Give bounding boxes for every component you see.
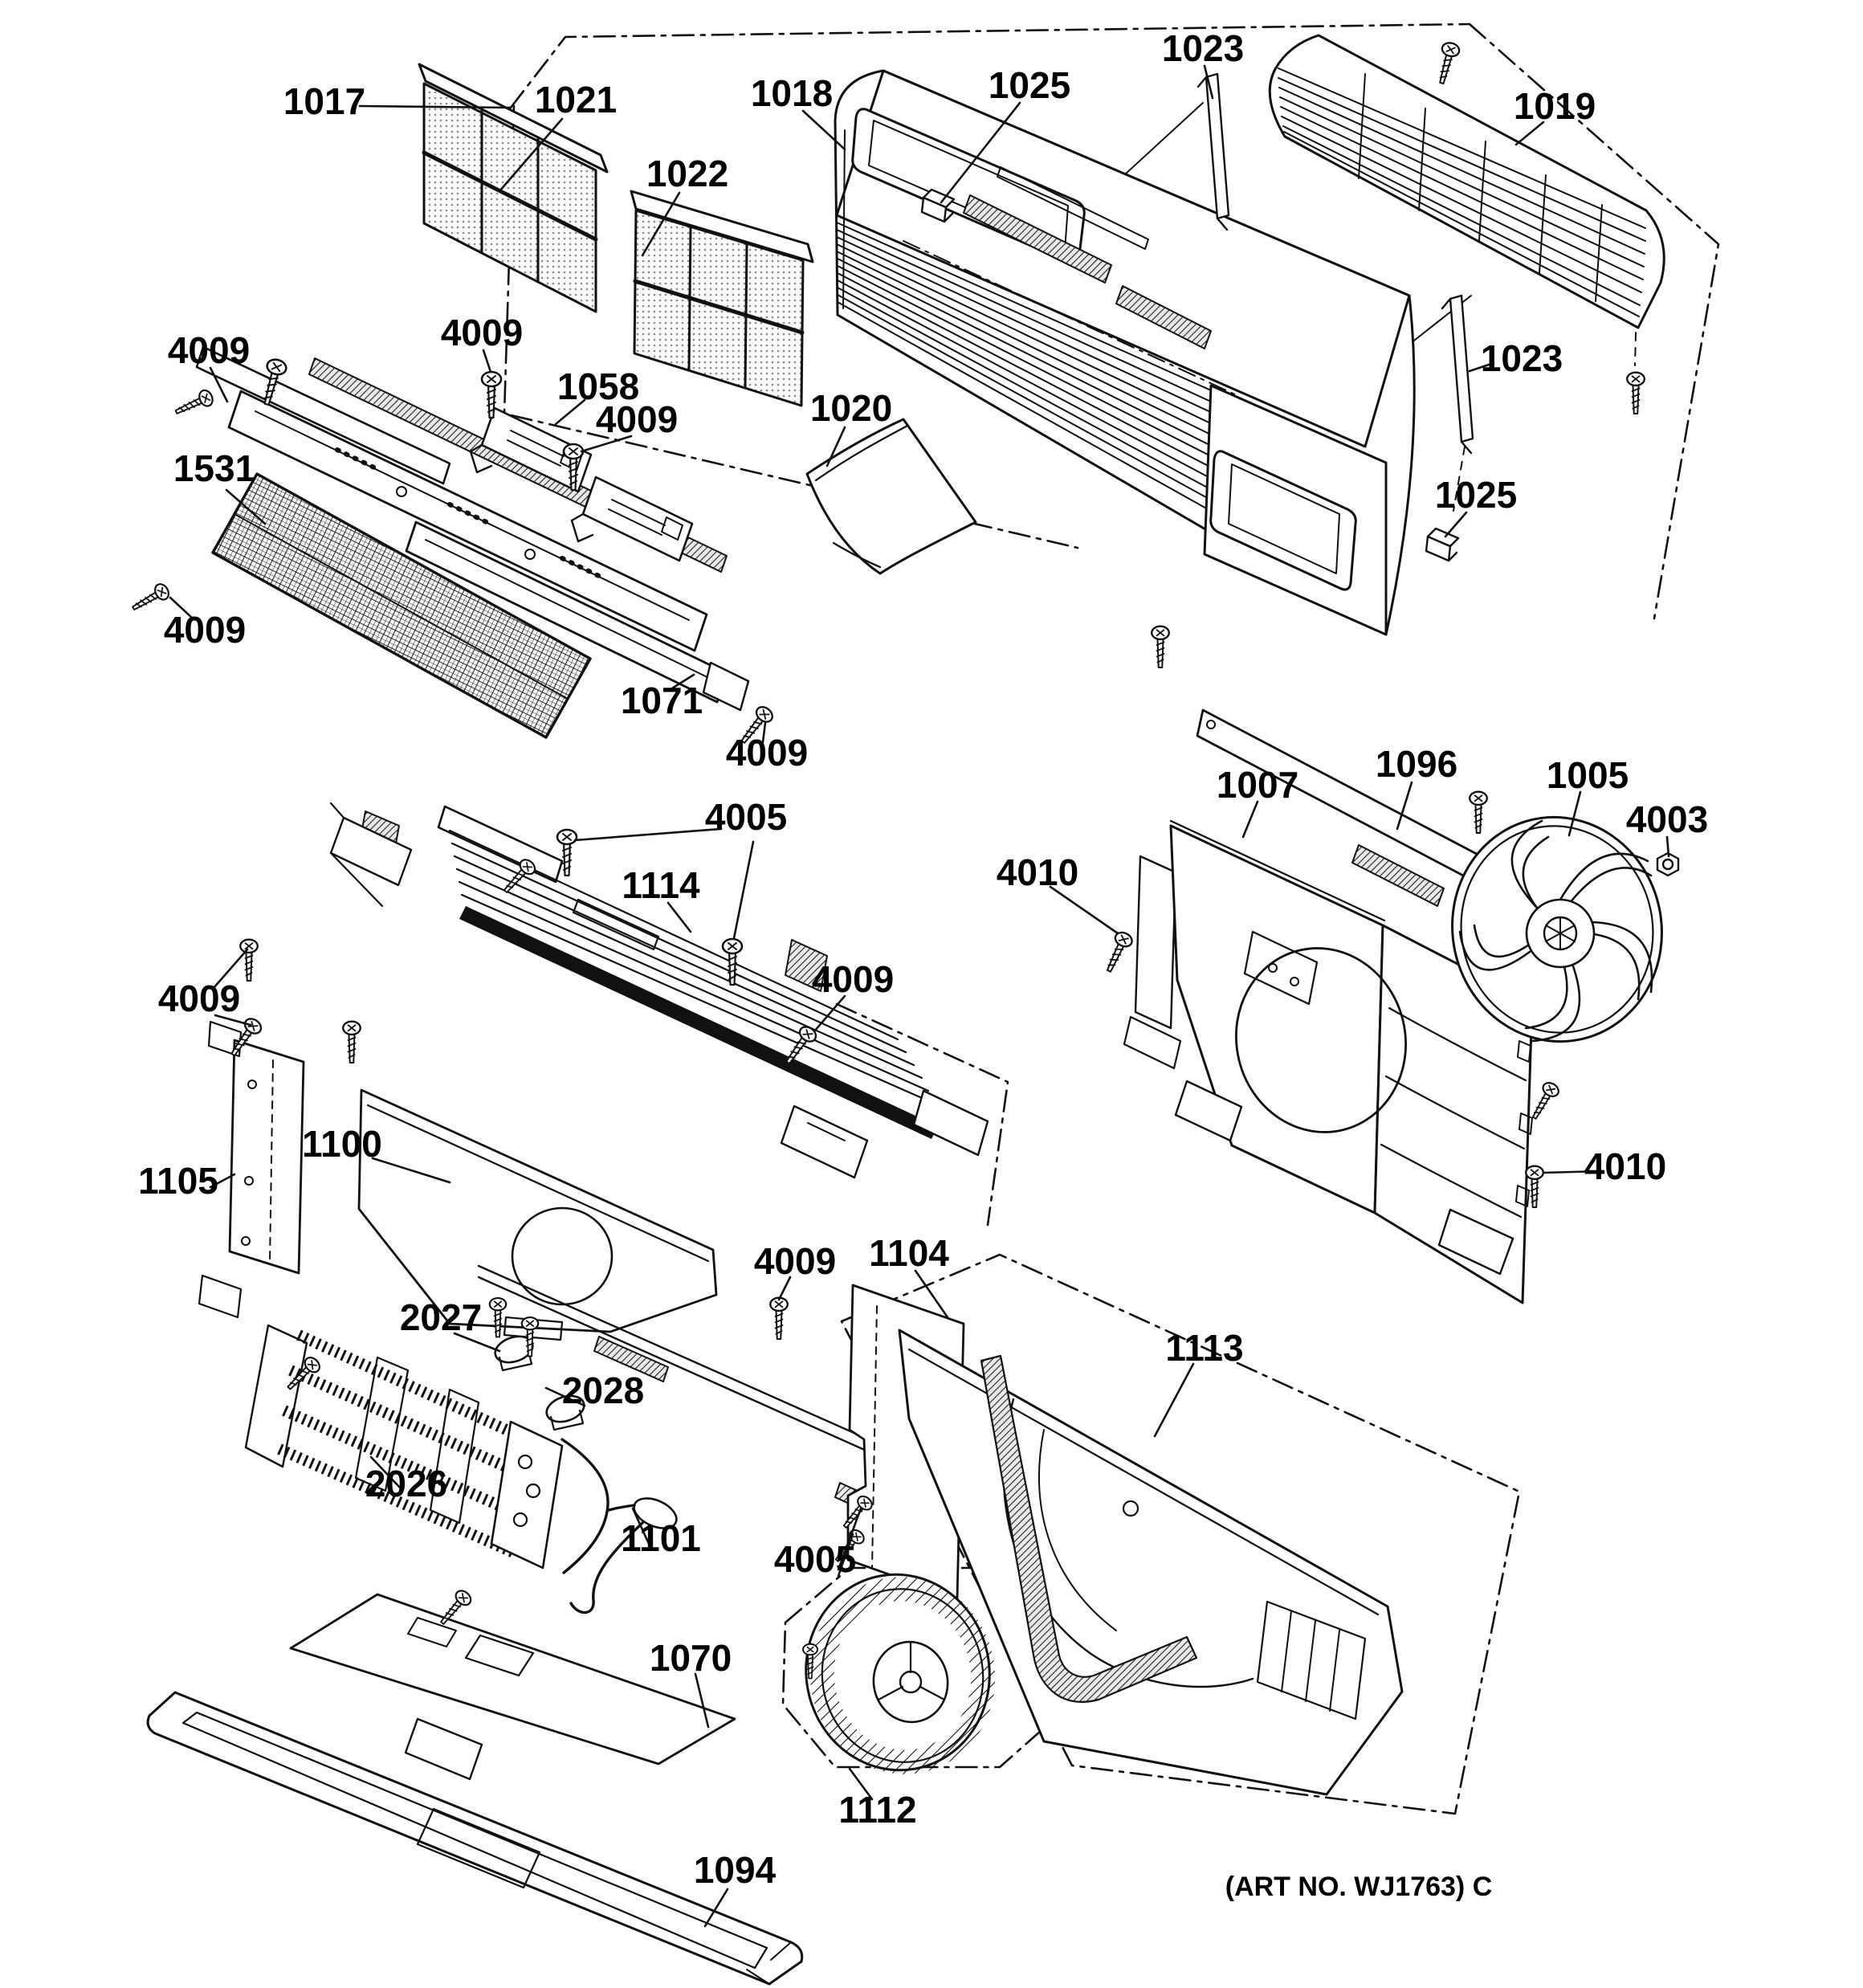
art-number-note: (ART NO. WJ1763) C [1225, 1872, 1493, 1902]
part-label-1071: 1071 [620, 680, 703, 721]
part-label-1094: 1094 [693, 1849, 777, 1891]
part-label-4009-h: 4009 [753, 1240, 837, 1282]
part-label-1019: 1019 [1513, 85, 1596, 127]
part-label-1022: 1022 [646, 153, 729, 194]
grille-rod-1023-right [1442, 296, 1473, 453]
part-label-2027: 2027 [399, 1296, 483, 1338]
part-label-1531: 1531 [173, 447, 256, 489]
part-label-1025-right: 1025 [1434, 474, 1518, 516]
part-label-1096: 1096 [1375, 743, 1458, 785]
part-label-1020: 1020 [809, 387, 893, 429]
part-label-4010-b: 4010 [1584, 1145, 1667, 1187]
part-label-4010-a: 4010 [996, 851, 1079, 893]
part-label-1100: 1100 [302, 1123, 382, 1165]
part-label-4009-e: 4009 [725, 732, 809, 774]
part-label-1023-top: 1023 [1161, 27, 1245, 69]
part-label-1113: 1113 [1165, 1327, 1244, 1369]
part-label-1021: 1021 [534, 79, 618, 120]
part-label-2026: 2026 [365, 1463, 448, 1504]
part-label-1112: 1112 [838, 1789, 917, 1831]
part-label-1101: 1101 [621, 1517, 701, 1559]
part-label-4009-g: 4009 [157, 978, 241, 1019]
part-label-4005-a: 4005 [704, 796, 788, 838]
clip-1025-right [1426, 529, 1458, 561]
part-label-1104: 1104 [869, 1232, 949, 1274]
part-label-1070: 1070 [649, 1637, 732, 1679]
part-label-4009-f: 4009 [811, 958, 895, 1000]
air-filter-1022 [631, 191, 813, 406]
part-label-4009-a: 4009 [167, 329, 251, 371]
part-label-2028: 2028 [561, 1370, 645, 1411]
part-label-4003: 4003 [1625, 798, 1709, 840]
air-deflector-door-1020 [807, 419, 976, 574]
part-label-4009-c: 4009 [595, 398, 679, 440]
part-label-4009-d: 4009 [163, 609, 247, 651]
part-label-1025-top: 1025 [988, 64, 1071, 106]
insulation-sheet-1070 [291, 1594, 735, 1764]
part-label-4005-b: 4005 [773, 1538, 857, 1580]
part-label-1018: 1018 [750, 72, 834, 114]
part-label-1114: 1114 [622, 864, 700, 906]
part-label-1007: 1007 [1216, 764, 1299, 806]
part-label-1023-right: 1023 [1480, 337, 1563, 379]
part-label-1058: 1058 [556, 365, 640, 407]
part-label-1005: 1005 [1546, 754, 1629, 796]
part-label-1105: 1105 [138, 1160, 218, 1202]
part-label-4009-b: 4009 [440, 312, 524, 353]
part-label-1017: 1017 [283, 80, 366, 122]
